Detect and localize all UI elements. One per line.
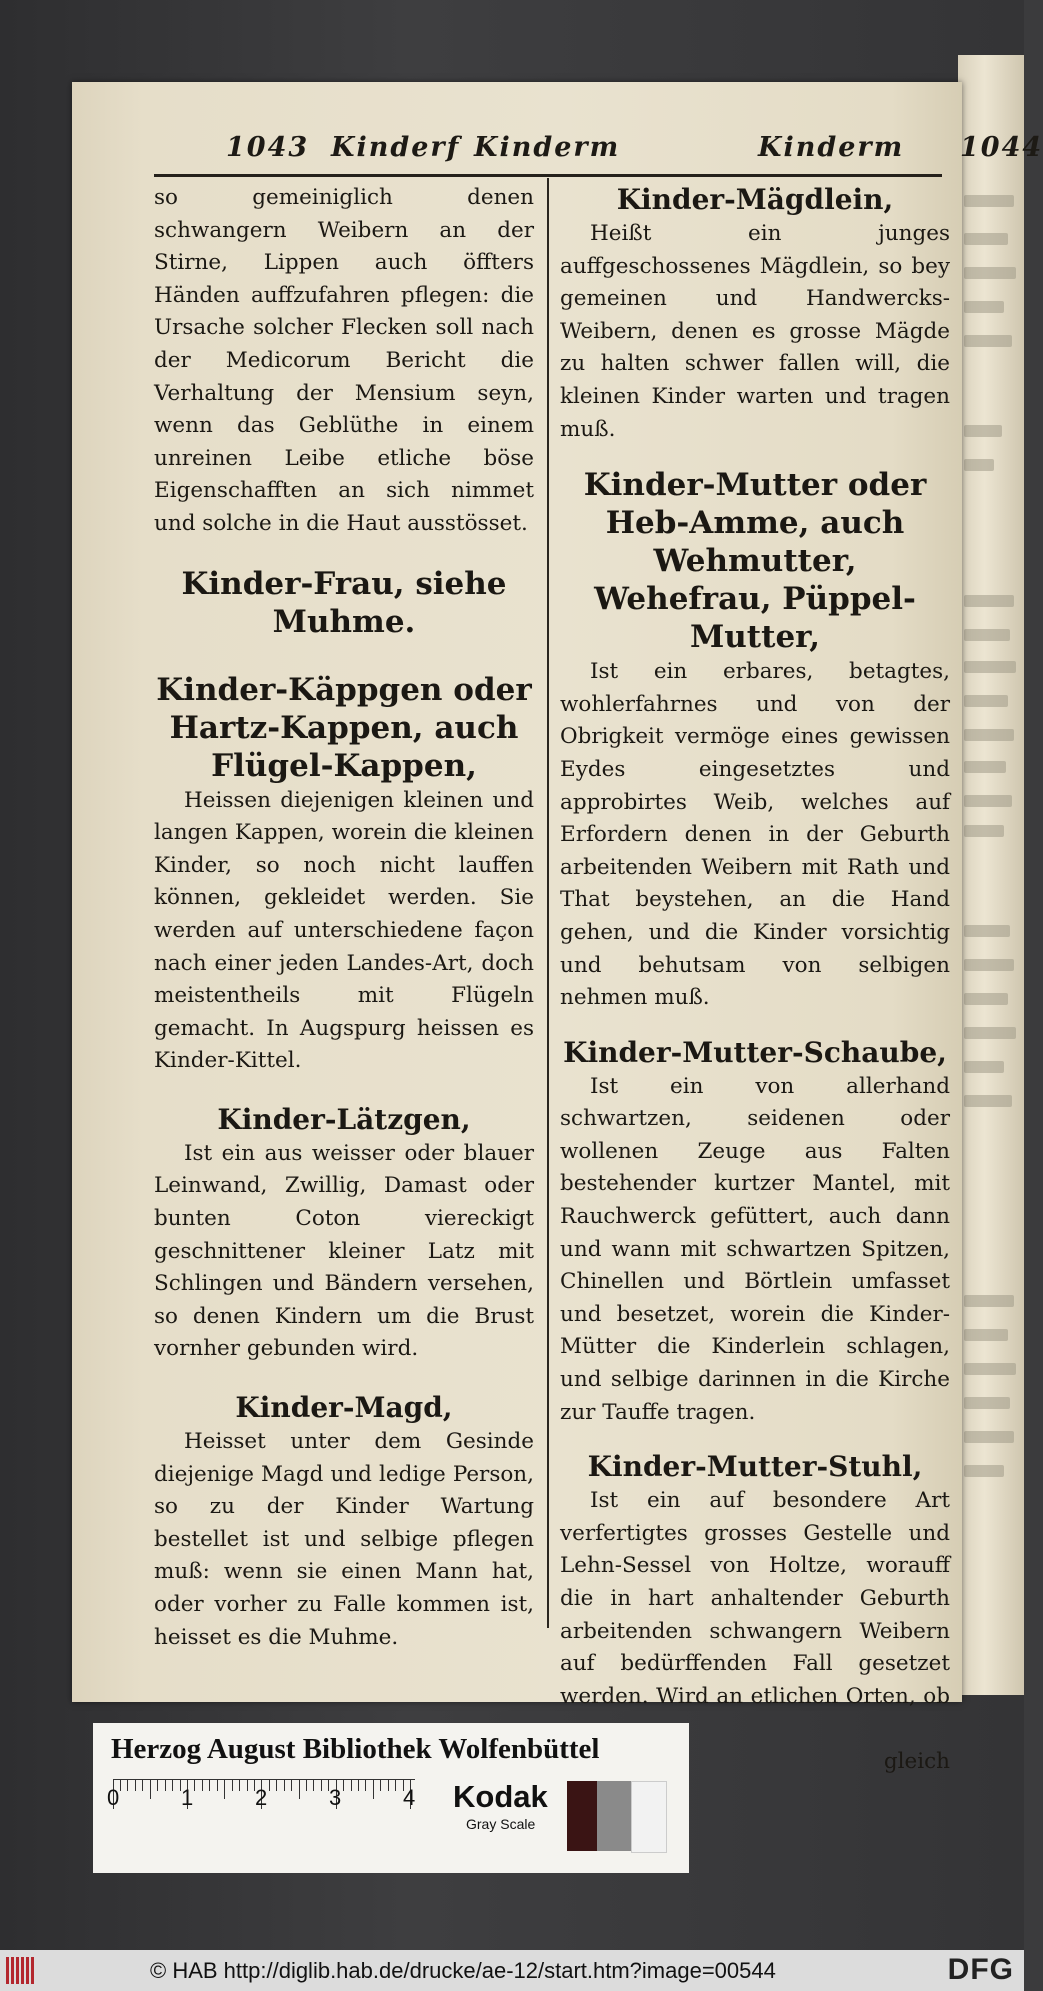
color-target-card bbox=[93, 1723, 689, 1873]
entry-heading: Kinder-Mutter-Schaube, bbox=[563, 1035, 947, 1069]
dark-patch bbox=[567, 1781, 597, 1851]
running-head bbox=[154, 132, 1043, 172]
entry-heading: Kinder-Mutter oder Heb-Amme, auch Wehmutter, Wehefrau, Püppel-Mutter, bbox=[583, 467, 927, 656]
scale-number: 1 bbox=[181, 1785, 194, 1810]
continued-paragraph: so gemeiniglich denen schwangern Weibern an der Stirne, Lippen auch öffters Händen auffzufahren pflegen: die Ursache solcher Flecken soll nach der Medicorum Bericht die Verhaltung der Mensium seyn, wenn das Geblüthe in einem unreinen Leibe etliche böse Eigenschafften an sich nimmet und solche in die Haut ausstösset. bbox=[154, 185, 534, 536]
entry-heading: Kinder-Käppgen oder Hartz-Kappen, auch Flügel-Kappen, bbox=[156, 671, 532, 784]
gray-scale-label: Gray Scale bbox=[466, 1816, 536, 1832]
entry-text: Heißt ein junges auffgeschossenes Mägdlein, so bey gemeinen und Handwercks-Weibern, denen es grosse Mägde zu halten schwer fallen will, die kleinen Kinder warten und tragen muß. bbox=[560, 221, 950, 442]
scale-number: 2 bbox=[255, 1785, 268, 1810]
right-catchword: Kinderm bbox=[758, 132, 905, 163]
gray-patch bbox=[597, 1781, 631, 1851]
entry-text: Ist ein aus weisser oder blauer Leinwand, Zwillig, Damast oder bunten Coton viereckigt geschnittener kleiner Latz mit Schlingen und Bändern versehen, so denen Kindern um die Brust vornher gebunden wird. bbox=[154, 1140, 534, 1362]
right-column bbox=[560, 182, 950, 1779]
header-rule bbox=[154, 174, 942, 177]
left-column bbox=[154, 182, 534, 1654]
left-catchword-1: Kinderf bbox=[331, 132, 461, 163]
footer-bar bbox=[0, 1950, 1024, 1991]
entry-text: Ist ein auf besondere Art verfertigtes grosses Gestelle und Lehn-Sessel von Holtze, worauff die in hart anhaltender Geburth arbeitenden schwangern Weibern auf bedürffenden Fall gesetzet werden. Wird an etlichen Orten, ob bbox=[560, 1488, 950, 1709]
scale-number: 4 bbox=[403, 1785, 416, 1810]
library-name: Herzog August Bibliothek Wolfenbüttel bbox=[111, 1733, 600, 1765]
copyright-link[interactable]: © HAB http://diglib.hab.de/drucke/ae-12/start.htm?image=00544 bbox=[150, 1958, 776, 1983]
entry-text: Ist ein erbares, betagtes, wohlerfahrnes und von der Obrigkeit vermöge eines gewissen Eydes eingesetztes und approbirtes Weib, welches auf Erfordern denen in der Geburth arbeitenden Weibern mit Rath und That beystehen, an die Hand gehen, und die Kinder vorsichtig und behutsam von selbigen nehmen muß. bbox=[560, 659, 950, 1011]
entry-text: Ist ein von allerhand schwartzen, seidenen oder wollenen Zeuge aus Falten bestehender kurtzer Mantel, mit Rauchwerck gefüttert, auch dann und wann mit schwartzen Spitzen, Chinellen und Börtlein umfasset und besetzet, worein die Kinder-Mütter die Kinderlein schlagen, und selbige darinnen in die Kirche zur Tauffe tragen. bbox=[560, 1073, 950, 1425]
column-divider bbox=[547, 178, 549, 1628]
right-page-number: 1044 bbox=[960, 132, 1043, 163]
scale-number: 0 bbox=[107, 1785, 120, 1810]
dfg-logo: DFG bbox=[947, 1953, 1014, 1986]
entry-text: Heisset unter dem Gesinde diejenige Magd und ledige Person, so zu der Kinder Wartung bestellet ist und selbige pflegen muß: wenn sie einen Mann hat, oder vorher zu Falle kommen ist, heisset es die Muhme. bbox=[154, 1429, 534, 1650]
scale-number: 3 bbox=[329, 1785, 342, 1810]
white-patch bbox=[631, 1781, 667, 1853]
hab-bars-icon bbox=[6, 1957, 46, 1984]
adjacent-page-edge bbox=[958, 55, 1024, 1695]
entry-heading: Kinder-Magd, bbox=[235, 1391, 453, 1425]
kodak-logo: Kodak bbox=[453, 1779, 548, 1814]
left-catchword-2: Kinderm bbox=[474, 132, 621, 163]
entry-heading: Kinder-Mägdlein, bbox=[616, 183, 894, 216]
entry-text: Heissen diejenigen kleinen und langen Kappen, worein die kleinen Kinder, so noch nicht lauffen können, gekleidet werden. Sie werden auf unterschiedene façon nach einer jeden Landes-Art, doch meistentheils mit Flügeln gemacht. In Augspurg heissen es Kinder-Kittel. bbox=[154, 787, 534, 1074]
entry-heading: Kinder-Mutter-Stuhl, bbox=[587, 1450, 923, 1484]
entry-heading: Kinder-Frau, siehe Muhme. bbox=[181, 565, 507, 640]
entry-heading: Kinder-Lätzgen, bbox=[217, 1102, 471, 1136]
left-page-number: 1043 bbox=[226, 132, 310, 163]
catchword: gleich bbox=[883, 1748, 950, 1774]
